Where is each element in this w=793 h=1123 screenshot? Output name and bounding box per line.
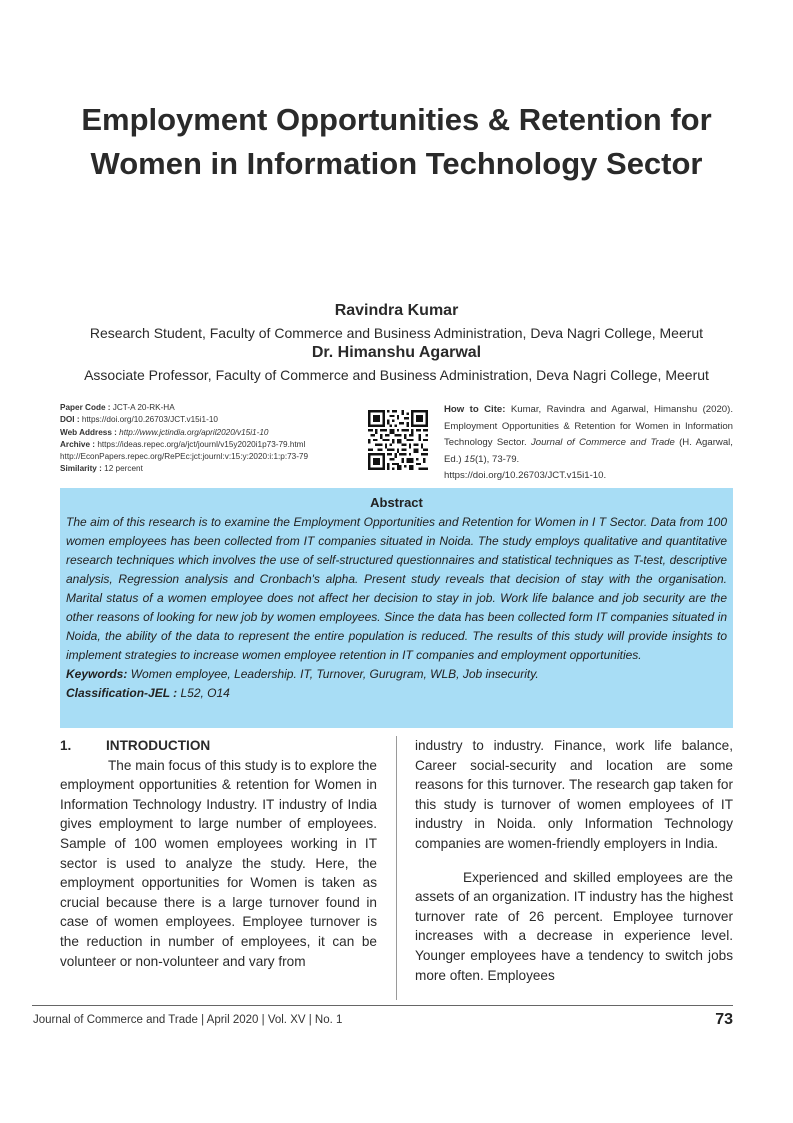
title-line-1: Employment Opportunities & Retention for [81,102,712,137]
cite-journal: Journal of Commerce and Trade [530,437,675,448]
author-name-2: Dr. Himanshu Agarwal [311,344,482,361]
column-right [415,736,733,985]
author-name-1: Ravindra Kumar [334,302,459,319]
cite-authors: Kumar, Ravindra and Agarwal, Himanshu (2020). Employment Opportunities & Retention for Women in Information Technology Sector. [444,404,733,448]
doi-link[interactable]: https://doi.org/10.26703/JCT.v15i1-10 [81,415,218,425]
section-heading [60,736,377,756]
cite-issue-pages: (1), 73-79. [474,453,520,465]
qr-code-icon [368,410,428,470]
footer-divider [32,1005,733,1006]
classification-label: Classification-JEL : [66,686,178,700]
page-number: 73 [715,1011,733,1028]
author-affiliation-1: Research Student, Faculty of Commerce and Business Administration, Deva Nagri College, Meerut [89,325,704,341]
classification-row [66,684,727,703]
doi-row: DOI : https://doi.org/10.26703/JCT.v15i1-10 [60,415,218,425]
section-title: INTRODUCTION [106,738,211,753]
web-address-row: Web Address : http://www.jctindia.org/april2020/v15i1-10 [60,427,269,437]
paper-code: JCT-A 20-RK-HA [112,403,175,412]
archive-link[interactable]: https://ideas.repec.org/a/jct/journl/v15y2020i1p73-79.html [97,439,306,449]
keywords-label: Keywords: [66,667,128,681]
similarity-value: 12 percent [104,464,143,474]
abstract-heading: Abstract [370,495,423,510]
section-number: 1. [60,738,72,753]
paper-title [40,98,753,186]
cite-label: How to Cite: [444,404,506,415]
keywords-row [66,665,727,684]
paper-metadata [60,402,360,476]
similarity-row: Similarity : 12 percent [60,464,143,474]
footer-journal-info: Journal of Commerce and Trade | April 2020 | Vol. XV | No. 1 [33,1014,343,1026]
cite-doi-link[interactable]: https://doi.org/10.26703/JCT.v15i1-10. [444,470,607,481]
paper-code-row: Paper Code : JCT-A 20-RK-HA [60,403,175,412]
cite-volume: 15 [464,453,475,465]
intro-paragraph-1: The main focus of this study is to explore the employment opportunities & retention for Women in Information Technology Industry. IT industry of India gives employment to large number of employees. Sample of 100 women employees working in IT sector is used to analyze the study. Here, the employment opportunities for Women is taken as crucial because there is a large turnover found in case of women employees. Employee turnover is the reduction in number of employees, it can be volunteer or non-volunteer and vary from [60,757,377,969]
column-left [60,736,377,971]
keywords-value: Women employee, Leadership. IT, Turnover, Gurugram, WLB, Job insecurity. [130,667,539,681]
cite-editor: (H. Agarwal, Ed.) [444,437,733,465]
econpapers-link[interactable]: http://EconPapers.repec.org/RePEc:jct:journl:v:15:y:2020:i:1:p:73-79 [60,452,309,462]
how-to-cite [444,402,733,485]
intro-paragraph-2: Experienced and skilled employees are the assets of an organization. IT industry has the highest turnover rate of 26 percent. Employee turnover increases with a decrease in experience level. Younger employees have a tendency to switch jobs more often. Employees [415,869,733,983]
abstract-text: The aim of this research is to examine the Employment Opportunities and Retention for Women in I T Sector. Data from 100 women employees has been collected from IT companies situated in Noida. The study employs qualitative and quantitative research techniques which involves the use of self-structured questionnaires and statistical techniques as T-test, descriptive analysis, Regression analysis and Cronbach's alpha. Present study reveals that decision of stay with the organisation. Marital status of a women employee does not affect her decision to stay in job. Work life balance and job security are the other reasons of looking for new job by women employees. Since the data has been collected form IT companies situated in Noida, the ability of the data to represent the entire population is reduced. The results of this study will provide insights to implement strategies to increase women employee retention in IT companies and employment opportunities. [66,515,727,662]
abstract-box [60,488,733,728]
intro-paragraph-1-continued: industry to industry. Finance, work life balance, Career social-security and location are some reasons for this turnover. The research gap taken for this study is turnover of women employees of IT industry in Noida. only Information Technology companies are women-friendly employers in India. [415,738,733,851]
author-affiliation-2: Associate Professor, Faculty of Commerce and Business Administration, Deva Nagri College, Meerut [84,367,709,383]
web-address-link[interactable]: http://www.jctindia.org/april2020/v15i1-10 [119,427,269,437]
column-divider [396,736,397,1000]
title-line-2: Women in Information Technology Sector [90,146,703,181]
classification-value: L52, O14 [180,686,230,700]
archive-row: Archive : https://ideas.repec.org/a/jct/journl/v15y2020i1p73-79.html [60,439,306,449]
